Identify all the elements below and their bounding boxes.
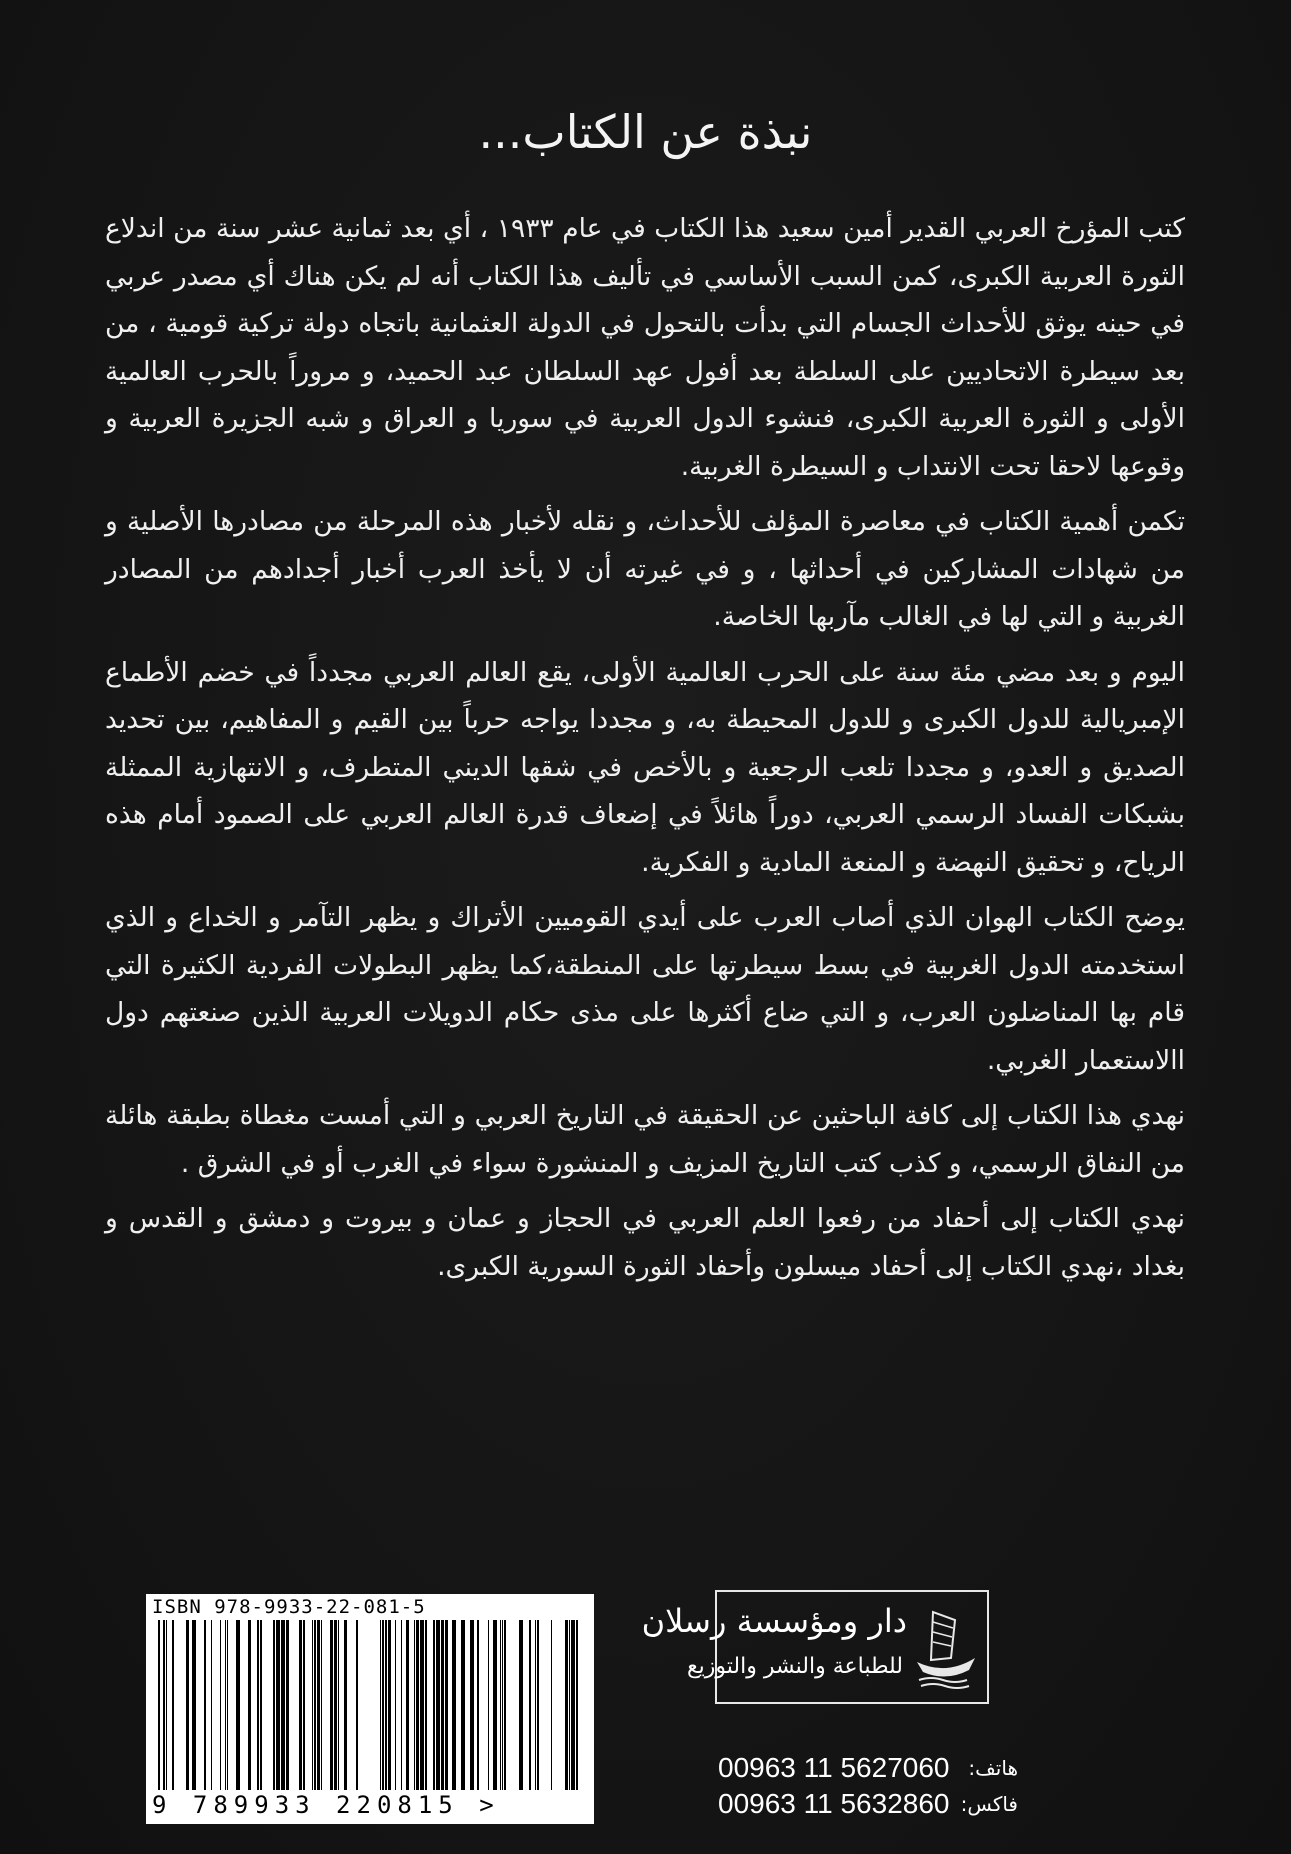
publisher-name: دار ومؤسسة رسلان [641,1602,907,1640]
synopsis-text [105,205,1185,1298]
isbn-label: ISBN 978-9933-22-081-5 [152,1596,426,1618]
paragraph-5: نهدي هذا الكتاب إلى كافة الباحثين عن الحقيقة في التاريخ العربي و التي أمست مغطاة بطبقة هائلة من النفاق الرسمي، و كذب كتب التاريخ المزيف و المنشورة سواء في الغرب أو في الشرق . [105,1100,1185,1179]
ship-icon [911,1600,981,1690]
paragraph-1: كتب المؤرخ العربي القدير أمين سعيد هذا الكتاب في عام ١٩٣٣ ، أي بعد ثمانية عشر سنة من اندلاع الثورة العربية الكبرى، كمن السبب الأساسي في تأليف هذا الكتاب أنه لم يكن هناك أي مصدر عربي في حينه يوثق للأحداث الجسام التي بدأت بالتحول في الدولة العثمانية باتجاه دولة تركية قومية ، من بعد سيطرة الاتحاديين على السلطة بعد أفول عهد السلطان عبد الحميد، و مروراً بالحرب العالمية الأولى و الثورة العربية الكبرى، فنشوء الدول العربية في سوريا و العراق و شبه الجزيرة العربية و وقوعها لاحقا تحت الانتداب و السيطرة الغربية. [105,213,1186,482]
paragraph-6: نهدي الكتاب إلى أحفاد من رفعوا العلم العربي في الحجاز و عمان و بيروت و دمشق و القدس و بغداد ،نهدي الكتاب إلى أحفاد ميسلون وأحفاد الثورة السورية الكبرى. [105,1203,1185,1282]
paragraph-2: تكمن أهمية الكتاب في معاصرة المؤلف للأحداث، و نقله لأخبار هذه المرحلة من مصادرها الأصلية و من شهادات المشاركين في أحداثها ، و في غيرته أن لا يأخذ العرب أخبار أجدادهم من المصادر الغربية و التي لها في الغالب مآربها الخاصة. [105,506,1185,632]
phone-line [718,1752,1018,1786]
publisher-subtitle: للطباعة والنشر والتوزيع [686,1654,903,1679]
fax-label: فاكس: [960,1792,1018,1816]
fax-line [718,1788,1018,1822]
barcode-digits: 9 789933 220815 > [152,1791,500,1819]
page-title: نبذة عن الكتاب... [478,105,813,159]
phone-number: 00963 11 5627060 [718,1752,950,1783]
phone-label: هاتف: [968,1756,1018,1780]
fax-number: 00963 11 5632860 [718,1788,950,1819]
paragraph-3: اليوم و بعد مضي مئة سنة على الحرب العالمية الأولى، يقع العالم العربي مجدداً في خضم الأطماع الإمبريالية للدول الكبرى و للدول المحيطة به، و مجددا يواجه حرباً بين القيم و المفاهيم، بين تحديد الصديق و العدو، و مجددا تلعب الرجعية و بالأخص في شقها الديني المتطرف، و الانتهازية الممثلة بشبكات الفساد الرسمي العربي، دوراً هائلاً في إضعاف قدرة العالم العربي على الصمود أمام هذه الرياح، و تحقيق النهضة و المنعة المادية و الفكرية. [105,656,1185,878]
isbn-barcode [146,1594,594,1824]
publisher-logo-box [641,1590,989,1704]
paragraph-4: يوضح الكتاب الهوان الذي أصاب العرب على أيدي القوميين الأتراك و يظهر التآمر و الخداع و الذي استخدمته الدول الغربية في بسط سيطرتها على المنطقة،كما يظهر البطولات الفردية الكثيرة التي قام بها المناضلون العرب، و التي ضاع أكثرها على مذى حكام الدويلات العربية الذين صنعتهم دول االاستعمار الغربي. [105,902,1185,1076]
barcode-icon [158,1620,578,1790]
